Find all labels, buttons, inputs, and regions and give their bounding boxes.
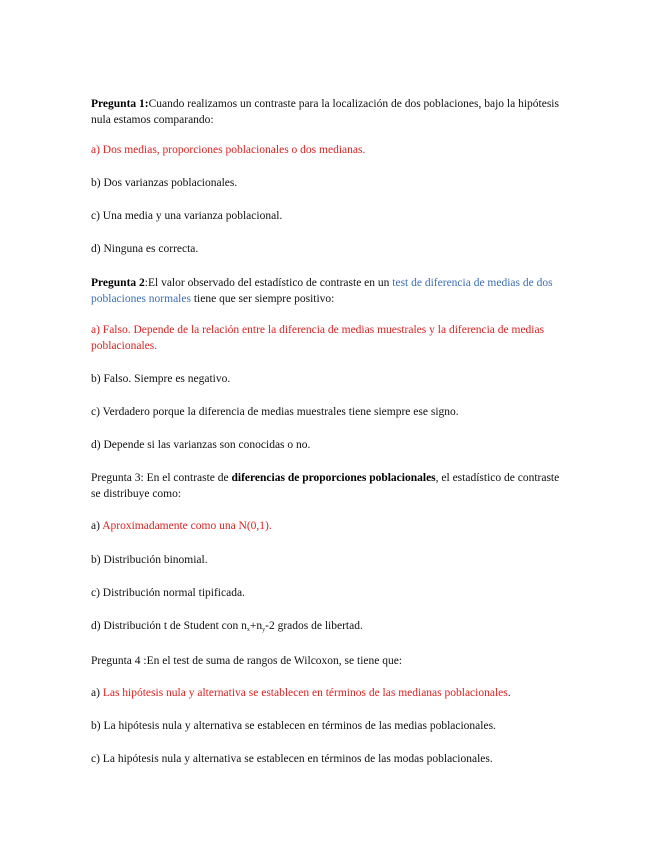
- question-1: [91, 96, 571, 128]
- question-2-option-b: b) Falso. Siempre es negativo.: [91, 373, 231, 385]
- question-4: Pregunta 4 :En el test de suma de rangos de Wilcoxon, se tiene que:: [91, 655, 403, 667]
- question-2-option-c: c) Verdadero porque la diferencia de medias muestrales tiene siempre ese signo.: [91, 406, 459, 418]
- question-1-option-b: b) Dos varianzas poblacionales.: [91, 177, 238, 189]
- question-3-text-after: , el estadístico de contraste se distribuye como:: [91, 472, 560, 500]
- question-1-option-a: a) Dos medias, proporciones poblacionales o dos medianas.: [91, 144, 366, 156]
- question-2-option-a: a) Falso. Depende de la relación entre la diferencia de medias muestrales y la diferencia de medias poblacionales.: [91, 324, 545, 352]
- question-2-text-before: :El valor observado del estadístico de contraste en un: [144, 277, 393, 289]
- question-3-option-a-text: Aproximadamente como una N(0,1).: [102, 520, 272, 532]
- question-4-option-b: b) La hipótesis nula y alternativa se establecen en términos de las medias poblacionales.: [91, 720, 496, 732]
- question-4-option-a: [91, 685, 571, 701]
- question-2: [91, 275, 571, 307]
- question-3-option-d-after: -2 grados de libertad.: [265, 620, 363, 632]
- question-1-option-c: c) Una media y una varianza poblacional.: [91, 210, 283, 222]
- question-3-text-before: Pregunta 3: En el contraste de: [91, 472, 232, 484]
- question-3-option-b: b) Distribución binomial.: [91, 554, 208, 566]
- question-2-text-after: tiene que ser siempre positivo:: [190, 293, 335, 305]
- question-3-option-d-mid: +n: [249, 620, 263, 632]
- question-3-option-a: [91, 518, 571, 534]
- question-2-option-d: d) Depende si las varianzas son conocidas o no.: [91, 439, 311, 451]
- question-3-option-a-prefix: a): [91, 520, 103, 532]
- question-3-option-d: [91, 618, 571, 638]
- question-3-option-d-before: d) Distribución t de Student con n: [91, 620, 247, 632]
- question-4-option-a-suffix: .: [507, 687, 511, 699]
- question-4-option-a-prefix: a): [91, 687, 103, 699]
- question-1-text: Cuando realizamos un contraste para la localización de dos poblaciones, bajo la hipótesis nula estamos comparando:: [91, 98, 559, 126]
- question-3-bold: diferencias de proporciones poblacionales: [231, 472, 436, 484]
- question-3-subscript-y: y: [262, 627, 266, 633]
- question-3-option-c: c) Distribución normal tipificada.: [91, 587, 245, 599]
- question-3: [91, 470, 571, 502]
- question-3-subscript-x: x: [246, 627, 250, 633]
- question-4-option-c: c) La hipótesis nula y alternativa se establecen en términos de las modas poblacionales.: [91, 753, 493, 765]
- question-1-option-d: d) Ninguna es correcta.: [91, 243, 199, 255]
- question-2-link[interactable]: test de diferencia de medias de dos poblaciones normales: [91, 277, 553, 305]
- question-4-option-a-text: Las hipótesis nula y alternativa se establecen en términos de las medianas poblacionales: [102, 687, 508, 699]
- question-1-label: Pregunta 1:: [91, 98, 149, 110]
- question-2-label: Pregunta 2: [91, 277, 145, 289]
